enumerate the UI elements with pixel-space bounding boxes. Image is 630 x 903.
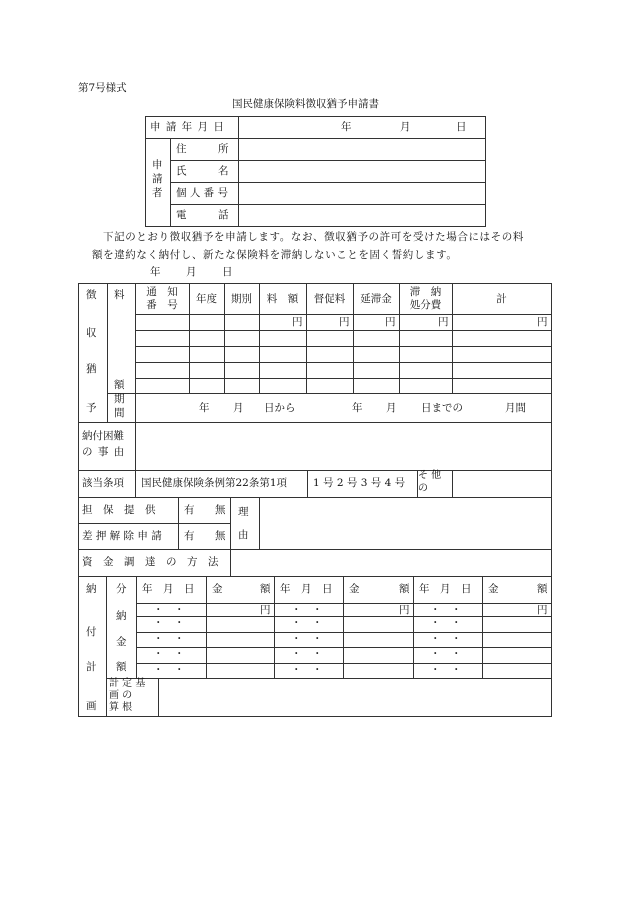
plan-label-1: 納 <box>86 583 97 595</box>
table-rule <box>170 138 171 227</box>
clause-ordinance: 国民健康保険条例第22条第1項 <box>141 477 288 489</box>
plan-date-dots: ・ ・ <box>430 617 462 629</box>
deferral-column-header: 督促料 <box>313 293 346 305</box>
period-from-year: 年 <box>199 402 210 414</box>
statement-line-1: 下記のとおり徴収猶予を申請します。なお、徴収猶予の許可を受けた場合にはその料 <box>103 231 524 243</box>
plan-date-dots: ・ ・ <box>291 633 323 645</box>
plan-amount-header-right: 額 <box>399 583 410 595</box>
plan-date-dots: ・ ・ <box>153 617 185 629</box>
table-rule <box>135 362 552 363</box>
plan-amount-header-left: 金 <box>349 583 360 595</box>
yen-unit: 円 <box>385 316 396 328</box>
plan-amount-header-left: 金 <box>212 583 223 595</box>
yen-unit: 円 <box>438 316 449 328</box>
table-rule <box>78 283 552 284</box>
plan-date-dots: ・ ・ <box>291 664 323 676</box>
form-number: 第7号様式 <box>78 82 127 94</box>
application-day[interactable]: 日 <box>456 121 467 133</box>
table-rule <box>136 616 552 617</box>
statement-line-2: 額を違約なく納付し、新たな保険料を滞納しないことを固く誓約します。 <box>92 249 458 261</box>
applicant-label-3: 者 <box>152 187 163 199</box>
application-year[interactable]: 年 <box>341 121 352 133</box>
table-rule <box>170 160 486 161</box>
table-rule <box>106 678 552 679</box>
hardship-reason-field[interactable] <box>136 423 550 469</box>
table-rule <box>107 283 108 423</box>
seizure-release-label: 差 押 解 除 申 請 <box>82 530 162 542</box>
plan-date-dots: ・ ・ <box>430 633 462 645</box>
table-rule <box>136 603 552 604</box>
deferral-label-4: 予 <box>86 402 97 414</box>
table-rule <box>78 283 79 717</box>
applicant-label-1: 申 <box>152 159 163 171</box>
deferral-column-header: 期別 <box>231 293 252 305</box>
installment-label-3: 金 <box>116 636 127 648</box>
table-rule <box>135 314 552 315</box>
plan-date-header: 年 月 日 <box>142 583 195 595</box>
installment-label-1: 分 <box>116 583 127 595</box>
table-rule <box>307 470 308 498</box>
table-rule <box>230 497 231 577</box>
plan-date-header: 年 月 日 <box>419 583 472 595</box>
plan-label-3: 計 <box>86 661 97 673</box>
plan-date-header: 年 月 日 <box>280 583 333 595</box>
table-rule <box>78 549 552 550</box>
deferral-column-header: 料 額 <box>266 293 299 305</box>
hardship-label-2: の 事 由 <box>82 446 126 458</box>
clause-other-1: そ 他 <box>418 470 442 481</box>
table-rule <box>145 138 486 139</box>
table-rule <box>145 116 146 227</box>
installment-label-2: 納 <box>116 610 127 622</box>
seizure-release-no[interactable]: 無 <box>215 530 226 542</box>
amount-label-1: 料 <box>114 289 125 301</box>
period-to-year: 年 <box>352 402 363 414</box>
deferral-column-header: 計 <box>496 293 507 305</box>
application-date-label: 申 請 年 月 日 <box>150 121 225 133</box>
plan-amount-header-right: 額 <box>537 583 548 595</box>
deferral-label-3: 猶 <box>86 363 97 375</box>
plan-date-dots: ・ ・ <box>153 604 185 616</box>
statement-year: 年 <box>150 266 161 278</box>
clause-label: 該当条項 <box>82 477 124 489</box>
plan-label-4: 画 <box>86 700 97 712</box>
table-rule <box>135 346 552 347</box>
yen-unit: 円 <box>537 316 548 328</box>
yen-unit: 円 <box>339 316 350 328</box>
application-month[interactable]: 月 <box>400 121 411 133</box>
table-rule <box>136 632 552 633</box>
amount-label-2: 額 <box>114 379 125 391</box>
plan-yen-unit: 円 <box>537 604 548 616</box>
period-from-day: 日から <box>264 402 296 414</box>
collateral-yes[interactable]: 有 <box>184 504 195 516</box>
installment-label-4: 額 <box>116 661 127 673</box>
applicant-label-2: 請 <box>152 173 163 185</box>
table-rule <box>78 470 552 471</box>
deferral-column-header: 年度 <box>196 293 217 305</box>
plan-amount-header-right: 額 <box>260 583 271 595</box>
period-months: 月間 <box>505 402 526 414</box>
plan-yen-unit: 円 <box>399 604 410 616</box>
table-rule <box>259 497 260 550</box>
plan-date-dots: ・ ・ <box>153 664 185 676</box>
period-label-1: 期 <box>114 393 125 405</box>
name-label: 氏 名 <box>176 165 229 177</box>
plan-date-dots: ・ ・ <box>153 648 185 660</box>
plan-date-dots: ・ ・ <box>430 648 462 660</box>
table-rule <box>78 497 552 498</box>
deferral-column-header: 通 知 番 号 <box>146 286 178 311</box>
basis-label-3: 算 根 <box>109 702 133 713</box>
period-from-month: 月 <box>233 402 244 414</box>
table-rule <box>145 116 486 117</box>
deferral-label-2: 収 <box>86 327 97 339</box>
phone-label: 電 話 <box>176 209 229 221</box>
statement-day: 日 <box>222 266 233 278</box>
yen-unit: 円 <box>292 316 303 328</box>
table-rule <box>78 716 552 717</box>
table-rule <box>170 204 486 205</box>
table-rule <box>136 647 552 648</box>
table-rule <box>551 283 552 717</box>
table-rule <box>145 226 486 227</box>
plan-amount-header-left: 金 <box>488 583 499 595</box>
seizure-release-yes[interactable]: 有 <box>184 530 195 542</box>
plan-date-dots: ・ ・ <box>430 604 462 616</box>
table-rule <box>178 497 179 550</box>
plan-date-dots: ・ ・ <box>291 617 323 629</box>
table-rule <box>452 470 453 498</box>
period-to-day: 日までの <box>421 402 463 414</box>
collateral-no[interactable]: 無 <box>215 504 226 516</box>
period-label-2: 間 <box>114 407 125 419</box>
deferral-column-header: 延滞金 <box>360 293 392 305</box>
table-rule <box>485 116 486 227</box>
table-rule <box>135 330 552 331</box>
form-title: 国民健康保険料徴収猶予申請書 <box>232 98 379 110</box>
plan-date-dots: ・ ・ <box>291 648 323 660</box>
plan-date-dots: ・ ・ <box>430 664 462 676</box>
period-to-month: 月 <box>386 402 397 414</box>
plan-date-dots: ・ ・ <box>291 604 323 616</box>
basis-label-2: 画 の <box>109 690 133 701</box>
table-rule <box>135 470 136 498</box>
personal-number-label: 個 人 番 号 <box>176 187 229 199</box>
table-rule <box>107 393 552 394</box>
plan-yen-unit: 円 <box>260 604 271 616</box>
address-label: 住 所 <box>176 143 229 155</box>
statement-month: 月 <box>186 266 197 278</box>
table-rule <box>135 378 552 379</box>
plan-label-2: 付 <box>86 626 97 638</box>
hardship-label-1: 納付困難 <box>82 430 124 442</box>
collateral-label: 担 保 提 供 <box>82 504 156 516</box>
table-rule <box>106 576 107 717</box>
table-rule <box>170 182 486 183</box>
clause-items[interactable]: 1 号 2 号 3 号 4 号 <box>313 477 406 489</box>
table-rule <box>158 678 159 717</box>
funding-label: 資 金 調 達 の 方 法 <box>82 556 219 568</box>
table-rule <box>238 116 239 227</box>
reason-label-1: 理 <box>238 506 249 518</box>
plan-date-dots: ・ ・ <box>153 633 185 645</box>
reason-label-2: 由 <box>238 529 249 541</box>
basis-label-1: 計 定 基 <box>109 678 146 689</box>
table-rule <box>136 663 552 664</box>
deferral-column-header: 滞 納 処分費 <box>409 286 442 311</box>
table-rule <box>78 523 231 524</box>
clause-other-2: の <box>418 483 428 494</box>
deferral-label-1: 徴 <box>86 289 97 301</box>
table-rule <box>78 576 552 577</box>
